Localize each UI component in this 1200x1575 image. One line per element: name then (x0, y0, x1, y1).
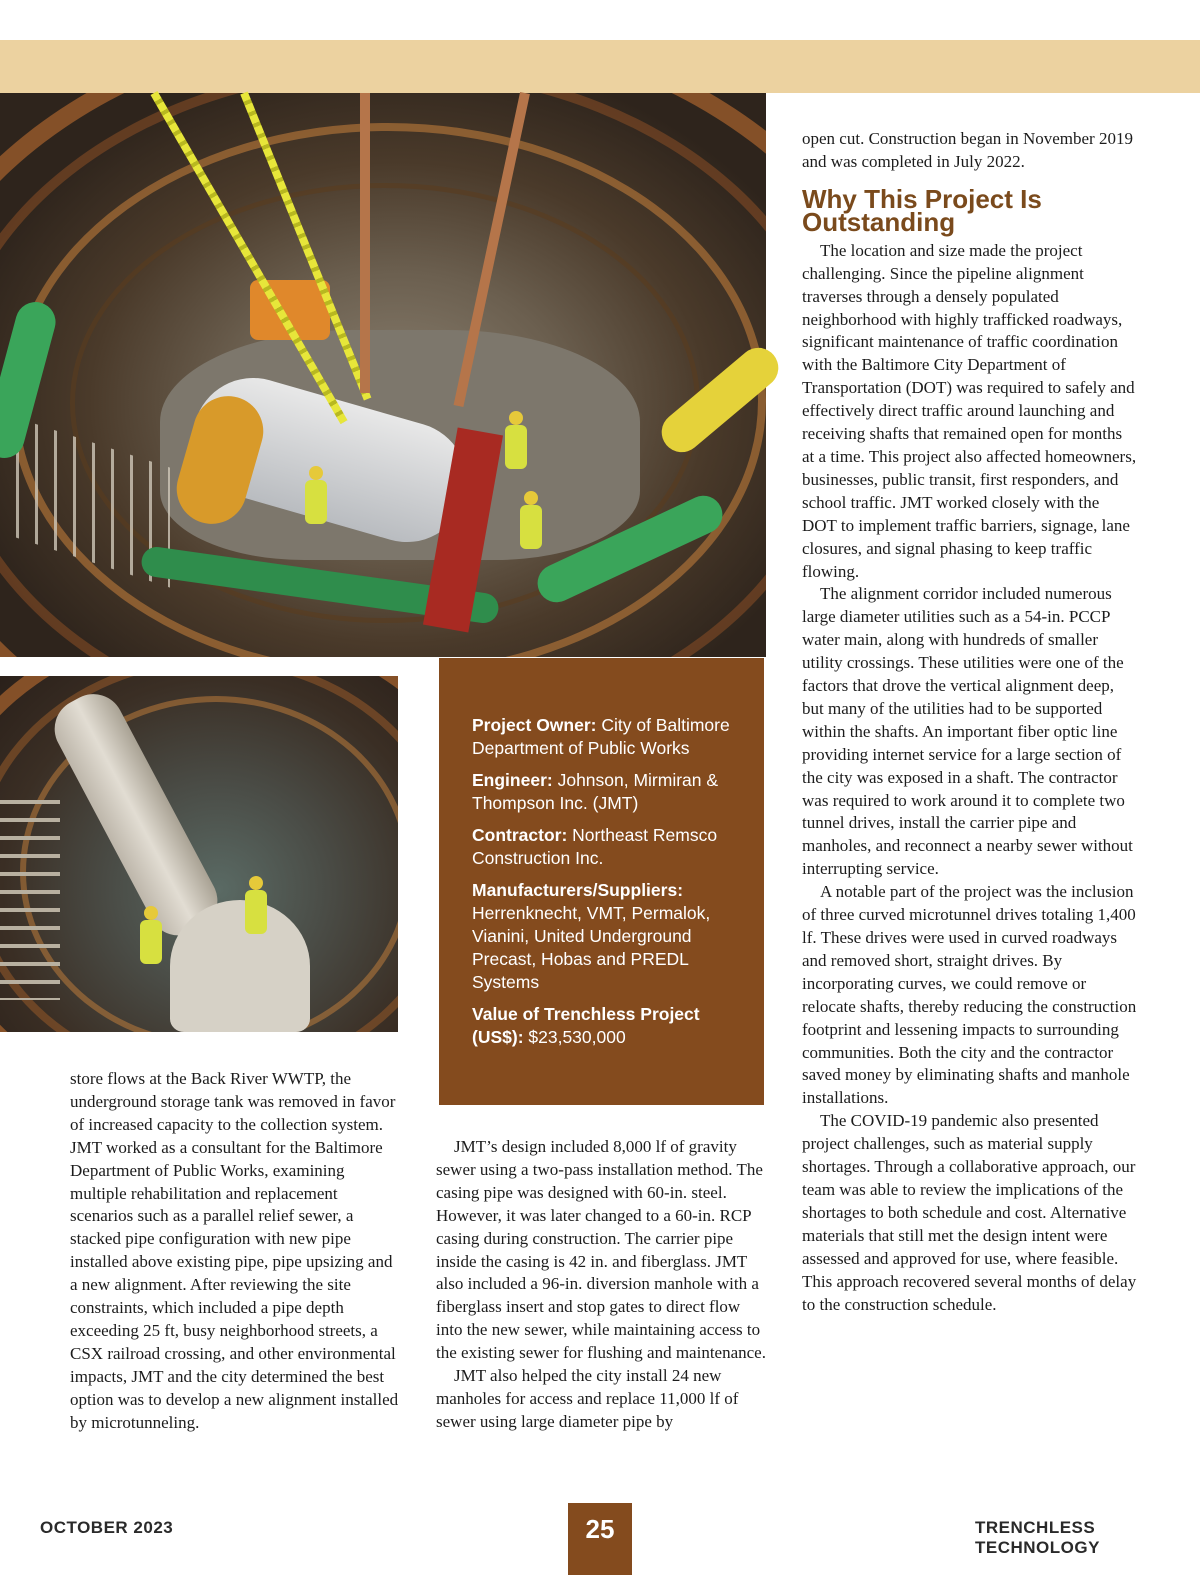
article-column-1 (70, 1068, 400, 1435)
worker-figure (505, 425, 527, 469)
header-band (0, 40, 1200, 93)
worker-figure (140, 920, 162, 964)
publication-name: TRENCHLESS TECHNOLOGY (975, 1518, 1100, 1557)
worker-figure (520, 505, 542, 549)
fact-owner: Project Owner: City of Baltimore Department of Public Works (472, 715, 730, 758)
body-paragraph: A notable part of the project was the inclusion of three curved microtunnel drives totaling 1,400 lf. These drives were used in curved roadways and removed short, straight drives. By incorporating curves, we could remove or relocate shafts, thereby reducing the construction footprint and lessening impacts to surrounding communities. Both the city and the contractor saved money by eliminating shafts and manhole installations. (802, 882, 1137, 1108)
body-paragraph: JMT’s design included 8,000 lf of gravity sewer using a two-pass installation method. The casing pipe was designed with 60-in. steel. However, it was later changed to a 60-in. RCP casing during construction. The carrier pipe inside the casing is 42 in. and fiberglass. JMT also included a 96-in. diversion manhole with a fiberglass insert and stop gates to direct flow into the new sewer, while maintaining access to the existing sewer for flushing and maintenance. (436, 1137, 766, 1363)
fact-suppliers: Manufacturers/Suppliers: Herrenknecht, VMT, Permalok, Vianini, United Underground Precast, Hobas and PREDL Systems (472, 880, 711, 992)
worker-figure (245, 890, 267, 934)
project-facts-box (439, 658, 764, 1105)
fact-engineer: Engineer: Johnson, Mirmiran & Thompson Inc. (JMT) (472, 770, 719, 813)
support-rod (360, 93, 370, 393)
stairs (0, 800, 60, 1000)
article-column-2 (436, 1136, 766, 1434)
section-heading: Why This Project Is Outstanding (802, 183, 1042, 237)
manhole-structure (170, 900, 310, 1032)
page-number: 25 (568, 1503, 632, 1575)
issue-date: OCTOBER 2023 (40, 1518, 174, 1537)
article-column-3 (802, 128, 1137, 1316)
body-paragraph: The COVID-19 pandemic also presented project challenges, such as material supply shortages. Through a collaborative approach, our team was able to review the implications of the shortages to both schedule and cost. Alternative materials that still met the design intent were assessed and approved for use, where feasible. This approach recovered several months of delay to the construction schedule. (802, 1111, 1137, 1314)
fact-value: Value of Trenchless Project (US$): $23,530,000 (472, 1004, 700, 1047)
body-paragraph: The alignment corridor included numerous large diameter utilities such as a 54-in. PCCP water main, along with hundreds of smaller utility crossings. These utilities were one of the factors that drove the vertical alignment deep, but many of the utilities had to be supported within the shafts. An important fiber optic line providing internet service for a large section of the city was exposed in a shaft. The contractor was required to work around it to complete two tunnel drives, install the carrier pipe and manholes, and reconnect a nearby sewer without interrupting service. (802, 584, 1133, 879)
body-paragraph: JMT also helped the city install 24 new manholes for access and replace 11,000 lf of sewer using large diameter pipe by (436, 1366, 739, 1431)
fact-contractor: Contractor: Northeast Remsco Construction Inc. (472, 825, 718, 868)
body-paragraph: store flows at the Back River WWTP, the underground storage tank was removed in favor of increased capacity to the collection system. JMT worked as a consultant for the Baltimore Department of Public Works, examining multiple rehabilitation and replacement scenarios such as a parallel relief sewer, a stacked pipe configuration with new pipe installed above existing pipe, pipe upsizing and a new alignment. After reviewing the site constraints, which included a pipe depth exceeding 25 ft, busy neighborhood streets, a CSX railroad crossing, and other environmental impacts, JMT and the city determined the best option was to develop a new alignment installed by microtunneling. (70, 1069, 399, 1432)
worker-figure (305, 480, 327, 524)
body-paragraph: The location and size made the project challenging. Since the pipeline alignment traverses through a densely populated neighborhood with highly trafficked roadways, significant maintenance of traffic coordination with the Baltimore City Department of Transportation (DOT) was required to safely and effectively direct traffic around launching and receiving shafts that remained open for months at a time. This project also affected homeowners, businesses, public transit, first responders, and school traffic. JMT worked closely with the DOT to implement traffic barriers, signage, lane closures, and signal phasing to keep traffic flowing. (802, 240, 1137, 581)
body-paragraph: open cut. Construction began in November 2019 and was completed in July 2022. (802, 129, 1133, 171)
